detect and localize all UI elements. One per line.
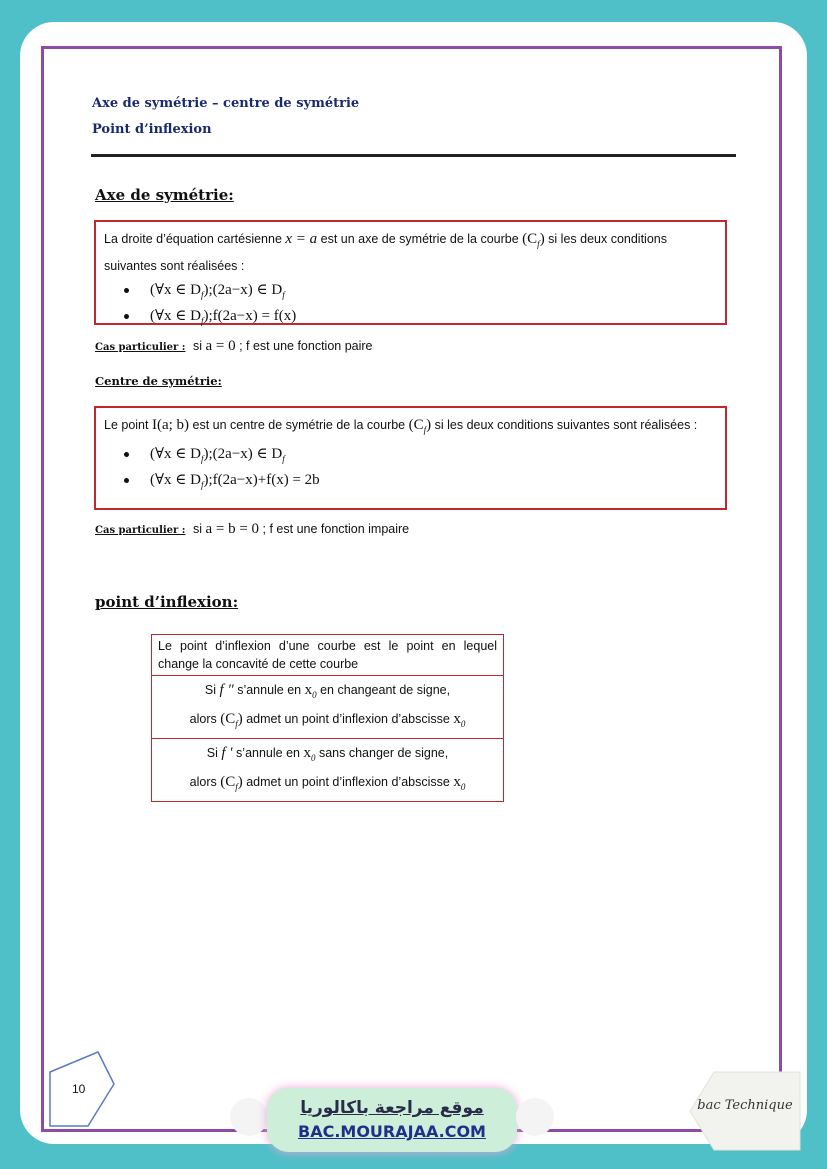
header-rule (91, 154, 736, 157)
row3-annule: s’annule en (236, 746, 300, 760)
axe-cas-particulier (95, 338, 373, 355)
centre-curve-end: ) (426, 417, 432, 433)
centre-cond1-sub2: f (282, 454, 285, 464)
header-subtitle: Point d’inflexion (92, 122, 212, 137)
content-border (41, 46, 782, 1132)
centre-condition-2 (104, 467, 717, 493)
centre-intro-text-c: si les deux conditions suivantes sont réalisées : (434, 418, 698, 432)
axe-cond1-sub: f (200, 290, 204, 300)
centre-intro-text-a: Le point (104, 418, 149, 432)
row2-x0: x (453, 711, 461, 727)
banner-url-link[interactable]: BAC.MOURAJAA.COM (298, 1122, 486, 1141)
row3-x: x (303, 745, 311, 761)
row2-cf-end: ) (237, 711, 243, 727)
centre-cond2-a: (∀x ∈ D (150, 472, 201, 488)
row3-x0: x (453, 774, 461, 790)
row3-si: Si (206, 746, 218, 760)
banner-arabic-title: موقع مراجعة باكالوريا (300, 1098, 484, 1118)
centre-cas-particulier (95, 521, 409, 538)
row3-cf: (C (220, 774, 236, 790)
axe-curve-end: ) (539, 231, 545, 247)
axe-cond2-a: (∀x ∈ D (150, 308, 201, 324)
row3-text-c: sans changer de signe, (318, 746, 449, 760)
row2-x: x (304, 682, 313, 698)
centre-cas-math: a = b = 0 (205, 521, 260, 537)
row2-x0-sub: 0 (460, 719, 466, 729)
centre-cond1-sub: f (200, 454, 204, 464)
axe-curve-sub: f (537, 239, 540, 249)
site-logo-left (230, 1098, 268, 1136)
row3-x-sub: 0 (310, 753, 316, 763)
axe-title: Axe de symétrie: (95, 186, 234, 204)
axe-cond1-a: (∀x ∈ D (150, 282, 201, 298)
axe-intro-text-c: si les deux conditions suivantes sont réalisées : (104, 232, 667, 273)
row2-text-e: admet un point d’inflexion d’abscisse (246, 712, 450, 726)
centre-intro (104, 414, 717, 441)
centre-condition-1 (104, 441, 717, 467)
axe-cas-math: a = 0 (205, 338, 236, 354)
inflexion-rule-second-derivative (152, 676, 504, 739)
page-number: 10 (72, 1082, 86, 1096)
axe-cond2-b: );f(2a−x) = f(x) (203, 308, 297, 324)
inflexion-title: point d’inflexion: (95, 593, 239, 611)
bac-technique-badge: bac Technique (697, 1098, 793, 1113)
centre-cas-label: Cas particulier : (95, 525, 186, 536)
centre-point: I(a; b) (151, 417, 190, 433)
axe-definition-box (94, 220, 727, 325)
axe-cas-text: ; f est une fonction paire (239, 339, 373, 353)
inflexion-table (151, 634, 504, 802)
table-row (152, 635, 504, 676)
table-row (152, 676, 504, 739)
axe-equation: x = a (285, 231, 318, 247)
centre-cas-si: si (192, 522, 202, 536)
row3-cf-sub: f (235, 782, 238, 792)
axe-condition-2 (104, 303, 717, 329)
site-logo-right (516, 1098, 554, 1136)
axe-cas-label: Cas particulier : (95, 342, 186, 353)
row3-alors: alors (189, 775, 217, 789)
centre-curve: (C (408, 417, 424, 433)
centre-intro-text-b: est un centre de symétrie de la courbe (192, 418, 406, 432)
centre-cond2-sub: f (200, 480, 204, 490)
row2-alors: alors (189, 712, 217, 726)
centre-definition-box (94, 406, 727, 510)
row3-x0-sub: 0 (460, 782, 466, 792)
row2-f: f ″ (219, 682, 234, 698)
row2-si: Si (204, 683, 217, 697)
row2-cf-sub: f (235, 719, 238, 729)
axe-curve: (C (522, 231, 538, 247)
axe-condition-1 (104, 277, 717, 303)
axe-intro-text-a: La droite d’équation cartésienne (104, 232, 282, 246)
centre-cond1-b: );(2a−x) ∈ D (203, 446, 283, 462)
axe-cond2-sub: f (200, 316, 204, 326)
row2-text-c: en changeant de signe, (320, 683, 451, 697)
axe-cond1-sub2: f (282, 290, 285, 300)
row2-annule: s’annule en (237, 683, 302, 697)
axe-intro (104, 228, 717, 277)
centre-curve-sub: f (423, 425, 427, 435)
centre-cond1-a: (∀x ∈ D (150, 446, 201, 462)
header-title: Axe de symétrie – centre de symétrie (92, 96, 360, 111)
row3-f: f ′ (221, 745, 233, 761)
inflexion-rule-first-derivative (152, 739, 504, 802)
centre-title: Centre de symétrie: (95, 374, 222, 388)
row3-text-e: admet un point d’inflexion d’abscisse (246, 775, 450, 789)
row2-cf: (C (220, 711, 236, 727)
table-row (152, 739, 504, 802)
row3-cf-end: ) (237, 774, 243, 790)
site-banner[interactable] (267, 1088, 517, 1152)
axe-cond1-b: );(2a−x) ∈ D (203, 282, 283, 298)
row2-x-sub: 0 (312, 690, 317, 700)
axe-intro-text-b: est un axe de symétrie de la courbe (320, 232, 519, 246)
axe-cas-si: si (192, 339, 202, 353)
centre-cas-text: ; f est une fonction impaire (262, 522, 410, 536)
inflexion-definition: Le point d’inflexion d’une courbe est le point en lequel change la concavité de cette courbe (152, 635, 504, 676)
centre-cond2-b: );f(2a−x)+f(x) = 2b (203, 472, 320, 488)
